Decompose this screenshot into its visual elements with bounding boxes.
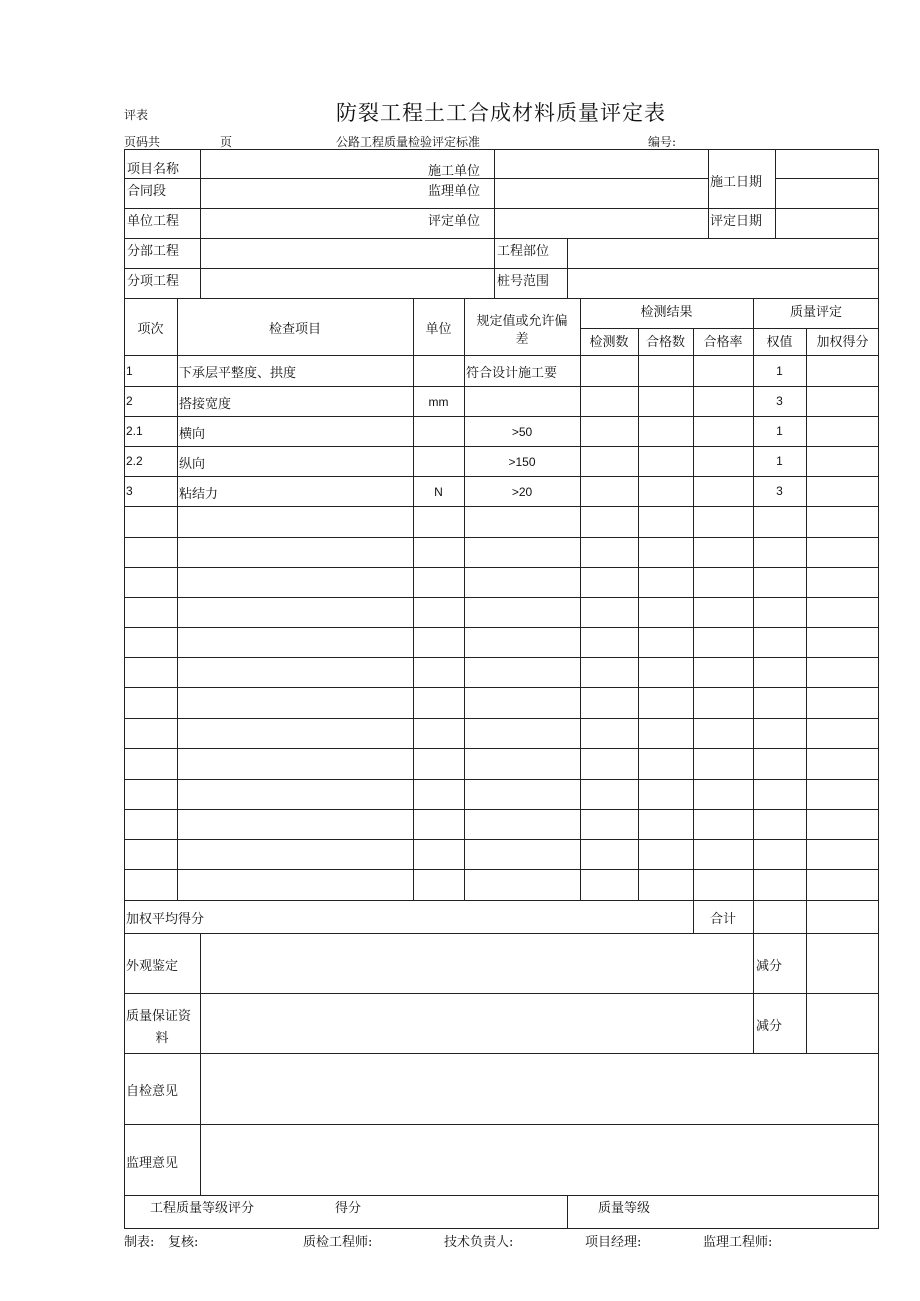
form-code: 评表 [124,108,149,122]
project-part-label: 工程部位 [497,244,550,259]
row-weight: 1 [776,424,783,438]
row-weight: 1 [776,454,783,468]
contract-section-label: 合同段 [127,184,167,199]
construction-unit-label: 施工单位 [428,164,481,179]
col-inspect-count: 检测数 [589,335,629,350]
row-spec: >150 [508,455,536,469]
row-spec: 符合设计施工要 [466,366,558,381]
project-name-label: 项目名称 [127,162,180,177]
evaluation-date-label: 评定日期 [710,214,763,229]
col-spec-line1: 规定值或允许偏 [476,314,568,329]
score-label: 得分 [335,1201,362,1216]
subitem-project-label: 分项工程 [127,274,180,289]
grade-eval-label: 工程质量等级评分 [150,1201,255,1216]
self-check-label: 自检意见 [126,1084,179,1099]
row-no: 2.1 [126,424,143,438]
project-manager-label: 项目经理: [585,1235,642,1250]
tech-lead-label: 技术负责人: [444,1235,514,1250]
col-item-no: 项次 [137,322,164,337]
row-spec: >50 [511,425,533,439]
col-check-item: 检查项目 [268,322,321,337]
unit-project-label: 单位工程 [127,214,180,229]
row-weight: 3 [776,484,783,498]
col-quality-eval: 质量评定 [789,305,842,320]
row-unit: N [434,485,443,499]
row-no: 2.2 [126,454,143,468]
supervision-opinion-label: 监理意见 [126,1156,179,1171]
made-by-label: 制表: [124,1235,155,1250]
row-no: 3 [126,484,133,498]
col-unit: 单位 [425,322,452,337]
col-spec-line2: 差 [515,332,529,347]
row-item: 搭接宽度 [179,397,232,412]
qa-docs-label-1: 质量保证资 [126,1009,192,1024]
total-label: 合计 [710,912,737,927]
qa-deduct-label: 减分 [756,1019,783,1034]
col-pass-count: 合格数 [645,335,685,350]
row-item: 下承层平整度、拱度 [179,366,297,381]
col-inspection-result: 检测结果 [640,305,693,320]
station-range-label: 桩号范围 [497,274,550,289]
row-unit: mm [428,395,449,409]
row-spec: >20 [511,485,533,499]
weighted-avg-label: 加权平均得分 [126,912,205,927]
supervising-engineer-label: 监理工程师: [703,1235,773,1250]
row-item: 粘结力 [179,487,219,502]
row-weight: 1 [776,364,783,378]
row-no: 2 [126,394,133,408]
col-weight: 权值 [766,335,793,350]
col-pass-rate: 合格率 [703,335,743,350]
appearance-deduct-label: 减分 [756,959,783,974]
evaluation-unit-label: 评定单位 [428,214,481,229]
row-no: 1 [126,364,133,378]
row-item: 纵向 [179,457,206,472]
page-suffix: 页 [220,135,233,149]
page-count-label: 页码共 [124,135,161,149]
col-weighted-score: 加权得分 [816,335,869,350]
standard-name: 公路工程质量检验评定标准 [336,135,481,149]
construction-date-label: 施工日期 [710,175,763,190]
appearance-label: 外观鉴定 [126,959,179,974]
division-project-label: 分部工程 [127,244,180,259]
row-item: 横向 [179,427,206,442]
page-title: 防裂工程土工合成材料质量评定表 [336,101,666,125]
serial-number-label: 编号: [648,135,677,149]
qc-engineer-label: 质检工程师: [303,1235,373,1250]
supervision-unit-label: 监理单位 [428,184,481,199]
qa-docs-label-2: 料 [155,1031,169,1046]
row-weight: 3 [776,394,783,408]
quality-grade-label: 质量等级 [598,1201,651,1216]
reviewer-label: 复核: [168,1235,199,1250]
